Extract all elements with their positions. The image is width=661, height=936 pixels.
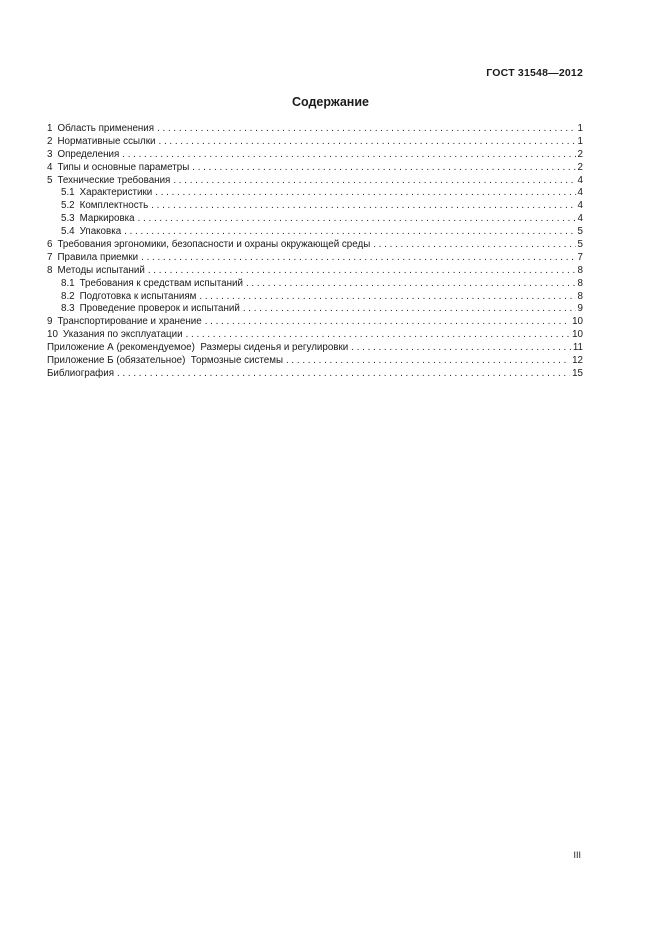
toc-entry-number: 10 — [47, 329, 58, 341]
toc-entry-page: 5 — [577, 226, 583, 238]
toc-entry-page: 10 — [572, 329, 583, 341]
toc-entry[interactable] — [47, 149, 583, 162]
toc-entry[interactable] — [47, 162, 583, 175]
toc-entry-page: 10 — [572, 316, 583, 328]
toc-entry-page: 11 — [572, 342, 583, 354]
toc-subentry[interactable] — [47, 278, 583, 291]
toc-entry-number: 8 — [47, 264, 53, 276]
toc-entry-number: 5.2 — [61, 200, 75, 212]
toc-entry-label: Комплектность — [79, 200, 149, 212]
toc-entry-label: Технические требования — [57, 174, 171, 186]
toc-leader-dots — [148, 265, 576, 278]
toc-subentry[interactable] — [47, 226, 583, 239]
toc-entry-number: 4 — [47, 161, 53, 173]
toc-appendix-entry[interactable] — [47, 342, 583, 355]
toc-entry-page: 8 — [577, 290, 583, 302]
toc-entry-number: 2 — [47, 135, 53, 147]
toc-entry-number: 6 — [47, 239, 53, 251]
toc-entry-label: Упаковка — [79, 226, 122, 238]
toc-entry-page: 12 — [572, 355, 583, 367]
toc-entry[interactable] — [47, 239, 583, 252]
toc-entry-page: 4 — [577, 213, 583, 225]
toc-leader-dots — [373, 239, 575, 252]
toc-entry[interactable] — [47, 265, 583, 278]
toc-entry-label: Правила приемки — [57, 251, 139, 263]
toc-entry-label: Подготовка к испытаниям — [79, 290, 197, 302]
toc-leader-dots — [155, 187, 575, 200]
toc-entry-number: 8.1 — [61, 277, 75, 289]
toc-leader-dots — [351, 342, 571, 355]
toc-entry-label: Приложение Б (обязательное) Тормозные системы — [47, 355, 283, 367]
toc-entry-label: Требования эргономики, безопасности и охраны окружающей среды — [57, 239, 371, 251]
toc-entry-number: 3 — [47, 148, 53, 160]
toc-leader-dots — [159, 136, 576, 149]
toc-entry-number: 1 — [47, 123, 53, 134]
toc-leader-dots — [124, 226, 575, 239]
toc-entry-page: 5 — [577, 239, 583, 251]
toc-entry[interactable] — [47, 329, 583, 342]
toc-leader-dots — [157, 123, 575, 136]
toc-entry-number: 5 — [47, 174, 53, 186]
toc-appendix-entry[interactable] — [47, 355, 583, 368]
page-number: III — [573, 850, 581, 860]
toc-entry-label: Нормативные ссылки — [57, 135, 156, 147]
toc-entry-page: 2 — [577, 161, 583, 173]
toc-entry-label: Методы испытаний — [57, 264, 145, 276]
toc-entry-page: 4 — [577, 174, 583, 186]
toc-leader-dots — [122, 149, 575, 162]
toc-leader-dots — [243, 303, 576, 316]
toc-subentry[interactable] — [47, 213, 583, 226]
toc-entry-label: Библиография — [47, 367, 115, 379]
toc-entry-number: 8.3 — [61, 303, 75, 315]
toc-subentry[interactable] — [47, 187, 583, 200]
toc-leader-dots — [246, 278, 576, 291]
toc-entry-page: 15 — [572, 367, 583, 379]
toc-title: Содержание — [291, 95, 369, 109]
toc-entry-number: 5.3 — [61, 213, 75, 225]
toc-entry-page: 1 — [577, 123, 583, 134]
toc-entry-label: Характеристики — [79, 187, 153, 199]
toc-entry[interactable] — [47, 316, 583, 329]
toc-entry-number: 5.1 — [61, 187, 75, 199]
toc-entry-page: 4 — [577, 187, 583, 199]
toc-bibliography-entry[interactable] — [47, 368, 583, 381]
toc-entry-page: 4 — [577, 200, 583, 212]
table-of-contents — [47, 123, 583, 381]
toc-entry-label: Типы и основные параметры — [57, 161, 190, 173]
document-code: ГОСТ 31548—2012 — [486, 67, 583, 79]
toc-entry-label: Указания по эксплуатации — [62, 329, 183, 341]
toc-entry-page: 8 — [577, 277, 583, 289]
toc-leader-dots — [151, 200, 575, 213]
toc-leader-dots — [117, 368, 570, 381]
toc-subentry[interactable] — [47, 291, 583, 304]
toc-entry-label: Область применения — [57, 123, 155, 134]
toc-entry-label: Проведение проверок и испытаний — [79, 303, 240, 315]
toc-entry-number: 8.2 — [61, 290, 75, 302]
toc-leader-dots — [286, 355, 570, 368]
toc-subentry[interactable] — [47, 200, 583, 213]
toc-leader-dots — [192, 162, 575, 175]
toc-entry-number: 7 — [47, 251, 53, 263]
toc-entry-label: Маркировка — [79, 213, 135, 225]
toc-entry-page: 1 — [577, 135, 583, 147]
toc-leader-dots — [173, 175, 575, 188]
toc-entry[interactable] — [47, 175, 583, 188]
toc-entry-number: 9 — [47, 316, 53, 328]
toc-entry-label: Транспортирование и хранение — [57, 316, 202, 328]
toc-entry-page: 7 — [577, 251, 583, 263]
toc-entry-page: 8 — [577, 264, 583, 276]
toc-leader-dots — [205, 316, 570, 329]
toc-leader-dots — [141, 252, 575, 265]
toc-subentry[interactable] — [47, 303, 583, 316]
toc-entry[interactable] — [47, 136, 583, 149]
toc-entry-label: Приложение А (рекомендуемое) Размеры сиденья и регулировки — [47, 342, 349, 354]
toc-entry[interactable] — [47, 252, 583, 265]
toc-entry-page: 9 — [577, 303, 583, 315]
toc-leader-dots — [138, 213, 576, 226]
toc-entry-label: Требования к средствам испытаний — [79, 277, 243, 289]
toc-leader-dots — [186, 329, 571, 342]
toc-entry[interactable] — [47, 123, 583, 136]
toc-entry-page: 2 — [577, 148, 583, 160]
toc-entry-label: Определения — [57, 148, 120, 160]
toc-entry-number: 5.4 — [61, 226, 75, 238]
toc-leader-dots — [199, 291, 575, 304]
